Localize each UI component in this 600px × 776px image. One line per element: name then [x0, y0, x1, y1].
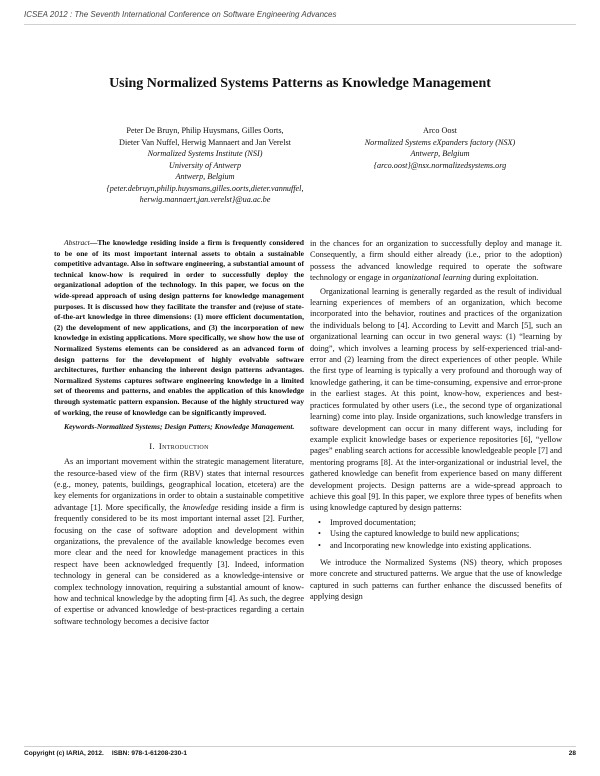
abstract-dash: —: [89, 238, 98, 247]
abstract-text: The knowledge residing inside a firm is frequently considered to be one of its most important internal assets to obtain a sustainable competitive advantage. Also in software engineering, a substantial amount of technical know-how is required in order to successfully deploy the organizational adoption of the technology. In this paper, we focus on the wide-spread approach of using design patterns for knowledge management purposes. It is discussed how they facilitate the transfer and (re)use of state-of-the-art knowledge in three dimensions: (1) more efficient documentation, (2) the development of new applications, and (3) the incorporation of new knowledge in existing applications. More specifically, we show how the use of Normalized Systems elements can be considered as an advanced form of design patterns for the development of highly evolvable software architectures, further enhancing the inherent design patterns advantages. Normalized Systems captures software engineering knowledge in a limited set of theorems and patterns, and enables the application of this knowledge through systematic pattern expansion. Because of the highly structured way of working, the reuse of knowledge can be significantly improved.: [54, 238, 304, 417]
author-email-line-2: herwig.mannaert,jan.verelst}@ua.ac.be: [139, 195, 271, 204]
right-column: [310, 238, 562, 603]
author-names-line-2: Dieter Van Nuffel, Herwig Mannaert and Jan Verelst: [119, 137, 291, 147]
paper-title: Using Normalized Systems Patterns as Knowledge Management: [109, 76, 491, 91]
author-email: {arco.oost}@nsx.normalizedsystems.org: [373, 160, 507, 170]
footer-copyright: [24, 750, 187, 757]
section-number: I.: [149, 440, 155, 451]
list-item: • Improved documentation;: [330, 517, 562, 528]
footer-rule: [24, 746, 576, 747]
paragraph-continued: in the chances for an organization to successfully deploy and manage it. Consequently, a firm should either already (i.e., prior to the adoption) possess the advanced knowledge required to operate the software technology or engage in organizational learning during exploitation.: [310, 239, 562, 283]
page-number: 28: [568, 750, 576, 757]
intro-paragraph: As an important movement within the strategic management literature, the resource-based view of the firm (RBV) states that internal resources (e.g., money, patents, buildings, geographical location, etcetera) are the key elements for organizations in order to obtain a sustainable competitive advantage [1]. More specifically, the knowledge residing inside a firm is frequently considered to be its most important internal asset [2]. Further, focusing on the case of software adoption and development within organizations, the prevalence of the available knowledge becomes even more clear and the need for knowledge management practices in this respect have been acknowledged frequently [3]. Indeed, information technology in general can be considered as a knowledge-intensive or complex technology innovation, requiring a substantial amount of know-how and technical knowledge by the adopting firm [4]. As such, the degree of expertise or advanced knowledge of best-practices regarding a certain software technology becomes a decisive factor: [54, 457, 304, 626]
author-block-left: [60, 125, 350, 206]
benefits-list: [310, 517, 562, 551]
author-names-line-1: Peter De Bruyn, Philip Huysmans, Gilles Oorts,: [126, 126, 284, 135]
section-title: Introduction: [158, 440, 209, 451]
abstract: [54, 238, 304, 418]
paragraph-ns-intro: We introduce the Normalized Systems (NS) theory, which proposes more concrete and structured patterns. We argue that the use of knowledge captured in such patterns can further enhance the discussed benefits of applying design: [310, 557, 562, 602]
author-block-right: [322, 125, 558, 171]
copyright-text: Copyright (c) IARIA, 2012.: [24, 750, 104, 757]
paragraph-organizational-learning: Organizational learning is generally regarded as the result of individual learning experiences of members of an organization, which become incorporated into the behavior, routines and practices of the organization the individuals belong to [4]. According to Levitt and March [5], such an organizational learning can occur in two general ways: (1) “learning by doing”, which involves a learning process by self-experienced trial-and-error and (2) learning from the direct experiences of other people. While the first type of learning is typically a very profound and thorough way of knowledge gathering, it can be time-consuming, expensive and error-prone in the earliest stages. At this point, know-how, experiences and best-practices formulated by other users (i.e., the second type of organizational learning) come into play. Inside organizations, such knowledge transfers in software development can occur in many different ways, including for example explicit knowledge bases or experience repositories [6], “yellow pages” enabling search actions for accessible knowledgeable people [7] and mentoring programs [8]. At the inter-organizational or industrial level, the gathered knowledge can benefit from experience based on many different development projects. Design patterns are a wide-spread approach to achieve this goal [9]. In this paper, we explore three types of benefits when using knowledge captured by design patterns:: [310, 286, 562, 513]
author-institute: Normalized Systems Institute (NSI): [147, 149, 263, 158]
author-email-line-1: {peter.debruyn,philip.huysmans,gilles.oorts,dieter.vannuffel,: [106, 183, 304, 193]
author-name: Arco Oost: [423, 126, 457, 135]
list-item: • and Incorporating new knowledge into existing applications.: [330, 540, 562, 551]
running-header: ICSEA 2012 : The Seventh International Conference on Software Engineering Advances: [24, 10, 337, 19]
isbn-text: ISBN: 978-1-61208-230-1: [111, 750, 187, 757]
author-university: University of Antwerp: [168, 160, 242, 170]
abstract-label: Abstract: [64, 238, 90, 247]
keywords: Keywords-Normalized Systems; Design Patters; Knowledge Management.: [64, 422, 295, 432]
author-company: Normalized Systems eXpanders factory (NSX): [364, 137, 516, 147]
author-location: Antwerp, Belgium: [410, 149, 470, 158]
left-column: [54, 238, 304, 627]
author-location: Antwerp, Belgium: [175, 172, 235, 181]
section-heading: [54, 441, 304, 452]
header-rule: [24, 24, 576, 25]
list-item: • Using the captured knowledge to build new applications;: [330, 528, 562, 539]
